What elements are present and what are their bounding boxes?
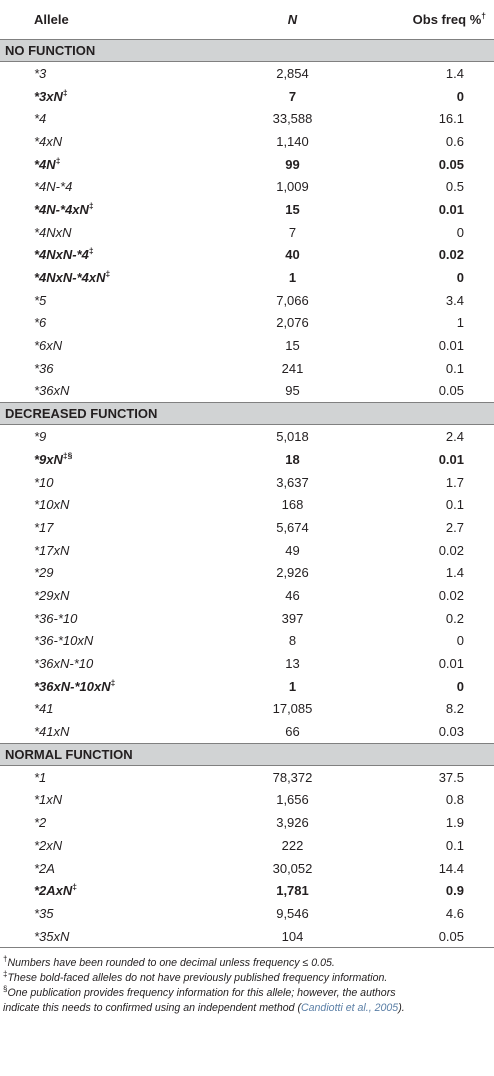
allele-cell [0, 312, 195, 335]
count-cell: 241 [281, 360, 304, 376]
count-cell: 5,018 [276, 429, 309, 445]
table-row [0, 493, 494, 516]
allele-cell [0, 630, 195, 653]
allele-cell [0, 62, 195, 85]
count-cell: 17,085 [272, 701, 313, 717]
table-row [0, 789, 494, 812]
frequency-cell: 1.7 [445, 474, 464, 490]
footnote-symbol: § [3, 984, 8, 994]
allele-cell [0, 675, 195, 698]
footnote-mark: ‡ [55, 155, 61, 166]
footnote-mark: ‡ [62, 87, 68, 98]
table-row [0, 698, 494, 721]
allele-name: *36-*10 [34, 610, 78, 626]
frequency-cell: 4.6 [445, 905, 464, 921]
section-title: DECREASED FUNCTION [0, 403, 494, 425]
count-cell: 222 [281, 837, 304, 853]
footnote-text: indicate this needs to confirmed using an independent method ( [3, 1002, 301, 1015]
footnote-mark: ‡ [88, 200, 94, 211]
frequency-cell: 0.01 [438, 201, 464, 217]
allele-name: *4NxN [34, 224, 72, 240]
frequency-cell: 0.02 [438, 247, 464, 263]
frequency-cell: 16.1 [438, 111, 464, 127]
allele-name: *29 [34, 565, 54, 581]
count-cell: 2,076 [276, 315, 309, 331]
allele-name: *36xN-*10xN [34, 678, 111, 694]
allele-cell [0, 153, 195, 176]
allele-name: *2xN [34, 837, 63, 853]
table-row [0, 879, 494, 902]
table-row [0, 607, 494, 630]
allele-name: *3 [34, 65, 47, 81]
footnote-mark: ‡ [110, 677, 116, 688]
frequency-cell: 2.4 [445, 429, 464, 445]
count-cell: 9,546 [276, 905, 309, 921]
count-cell: 30,052 [272, 860, 313, 876]
count-cell: 49 [285, 542, 300, 558]
allele-cell [0, 334, 195, 357]
allele-name: *9 [34, 429, 47, 445]
table-header [0, 0, 494, 40]
allele-cell [0, 175, 195, 198]
allele-name: *6 [34, 315, 47, 331]
footnote-text: Numbers have been rounded to one decimal unless frequency ≤ 0.05. [7, 957, 335, 970]
allele-name: *17 [34, 519, 54, 535]
allele-cell [0, 584, 195, 607]
allele-name: *36-*10xN [34, 633, 94, 649]
footnote-symbol: ‡ [3, 969, 8, 979]
section-title: NORMAL FUNCTION [0, 743, 494, 765]
table-row [0, 266, 494, 289]
allele-name: *9xN [34, 451, 63, 467]
frequency-cell: 0.6 [445, 133, 464, 149]
frequency-cell: 0.5 [445, 179, 464, 195]
allele-name: *4N-*4 [34, 179, 73, 195]
allele-cell [0, 720, 195, 743]
frequency-cell: 0.02 [438, 587, 464, 603]
allele-cell [0, 698, 195, 721]
count-cell: 46 [285, 587, 300, 603]
allele-cell [0, 493, 195, 516]
table-row [0, 85, 494, 108]
citation-link[interactable]: Candiotti et al., 2005 [301, 1002, 399, 1015]
count-cell: 13 [285, 656, 300, 672]
section-header-row [0, 40, 494, 62]
frequency-cell: 0 [456, 678, 464, 694]
frequency-cell: 0 [456, 224, 464, 240]
allele-name: *1xN [34, 792, 63, 808]
footnote-mark: ‡§ [62, 450, 73, 461]
allele-name: *36xN [34, 383, 70, 399]
table-row [0, 539, 494, 562]
frequency-cell: 0 [456, 633, 464, 649]
frequency-cell: 2.7 [445, 519, 464, 535]
count-cell: 1 [288, 270, 297, 286]
footnote-text: One publication provides frequency information for this allele; however, the authors [7, 987, 396, 1000]
count-cell: 78,372 [272, 769, 313, 785]
count-cell: 397 [281, 610, 304, 626]
allele-name: *5 [34, 292, 47, 308]
allele-cell [0, 85, 195, 108]
table-row [0, 130, 494, 153]
footnote-mark: ‡ [88, 246, 94, 257]
allele-name: *4xN [34, 133, 63, 149]
dagger-mark: † [481, 10, 486, 21]
frequency-cell: 0.01 [438, 338, 464, 354]
footnote-double-dagger [3, 971, 494, 986]
allele-cell [0, 357, 195, 380]
count-cell: 99 [285, 156, 300, 172]
allele-cell [0, 857, 195, 880]
table-row [0, 516, 494, 539]
allele-name: *6xN [34, 338, 63, 354]
footnote-text: These bold-faced alleles do not have previously published frequency information. [7, 972, 388, 985]
frequency-cell: 0.05 [438, 156, 464, 172]
frequency-cell: 0 [456, 88, 464, 104]
count-cell: 15 [285, 338, 300, 354]
count-cell: 1,009 [276, 179, 309, 195]
count-cell: 15 [285, 201, 300, 217]
table-row [0, 62, 494, 85]
table-row [0, 471, 494, 494]
count-cell: 95 [285, 383, 300, 399]
table-row [0, 765, 494, 788]
count-cell: 1,656 [276, 792, 309, 808]
allele-cell [0, 198, 195, 221]
obs-freq-column-header [390, 0, 494, 40]
table-row [0, 380, 494, 403]
allele-cell [0, 789, 195, 812]
count-cell: 7 [288, 224, 297, 240]
allele-name: *4N-*4xN [34, 201, 89, 217]
footnote-section-sign-continued [3, 1001, 494, 1016]
allele-name: *4NxN-*4 [34, 247, 89, 263]
allele-cell [0, 448, 195, 471]
allele-name: *35xN [34, 928, 70, 944]
footnote-mark: ‡ [105, 268, 111, 279]
frequency-cell: 0 [456, 270, 464, 286]
table-row [0, 221, 494, 244]
n-column-header: N [195, 0, 390, 40]
frequency-cell: 0.1 [445, 497, 464, 513]
frequency-cell: 8.2 [445, 701, 464, 717]
allele-cell [0, 130, 195, 153]
allele-cell [0, 834, 195, 857]
allele-cell [0, 266, 195, 289]
frequency-cell: 0.2 [445, 610, 464, 626]
allele-name: *4N [34, 156, 56, 172]
allele-cell [0, 902, 195, 925]
allele-cell [0, 107, 195, 130]
frequency-cell: 0.03 [438, 724, 464, 740]
count-cell: 2,854 [276, 65, 309, 81]
frequency-cell: 1 [456, 315, 464, 331]
frequency-cell: 3.4 [445, 292, 464, 308]
allele-name: *41 [34, 701, 54, 717]
allele-name: *35 [34, 905, 54, 921]
frequency-cell: 0.01 [438, 656, 464, 672]
frequency-cell: 0.8 [445, 792, 464, 808]
count-cell: 1,781 [276, 883, 309, 899]
table-row [0, 425, 494, 448]
table-row [0, 198, 494, 221]
count-cell: 7 [288, 88, 297, 104]
footnote-symbol: † [3, 954, 8, 964]
section-header-row [0, 403, 494, 425]
allele-cell [0, 221, 195, 244]
count-cell: 1 [288, 678, 297, 694]
allele-cell [0, 471, 195, 494]
table-row [0, 448, 494, 471]
section-header-row [0, 743, 494, 765]
count-cell: 168 [281, 497, 304, 513]
allele-cell [0, 425, 195, 448]
frequency-cell: 1.9 [445, 815, 464, 831]
footnote-text: ). [398, 1002, 405, 1015]
table-row [0, 312, 494, 335]
frequency-cell: 37.5 [438, 769, 464, 785]
frequency-cell: 14.4 [438, 860, 464, 876]
table-row [0, 289, 494, 312]
count-cell: 1,140 [276, 133, 309, 149]
table-row [0, 107, 494, 130]
table-row [0, 334, 494, 357]
table-row [0, 675, 494, 698]
frequency-cell: 0.05 [438, 928, 464, 944]
allele-name: *1 [34, 769, 47, 785]
count-cell: 33,588 [272, 111, 313, 127]
count-cell: 2,926 [276, 565, 309, 581]
allele-name: *36xN-*10 [34, 656, 94, 672]
frequency-cell: 0.05 [438, 383, 464, 399]
frequency-cell: 0.02 [438, 542, 464, 558]
allele-name: *17xN [34, 542, 70, 558]
allele-name: *41xN [34, 724, 70, 740]
allele-column-header: Allele [0, 0, 195, 40]
allele-name: *2 [34, 815, 47, 831]
count-cell: 104 [281, 928, 304, 944]
table-row [0, 811, 494, 834]
table-row [0, 857, 494, 880]
allele-name: *29xN [34, 587, 70, 603]
allele-name: *2AxN [34, 883, 73, 899]
table-row [0, 244, 494, 267]
table-row [0, 561, 494, 584]
count-cell: 3,637 [276, 474, 309, 490]
allele-cell [0, 561, 195, 584]
allele-cell [0, 879, 195, 902]
frequency-cell: 1.4 [445, 565, 464, 581]
allele-cell [0, 765, 195, 788]
table-footnotes [0, 947, 494, 1016]
allele-name: *4 [34, 111, 47, 127]
frequency-cell: 0.1 [445, 360, 464, 376]
allele-name: *2A [34, 860, 55, 876]
frequency-cell: 0.9 [445, 883, 464, 899]
allele-cell [0, 516, 195, 539]
frequency-cell: 1.4 [445, 65, 464, 81]
footnote-mark: ‡ [72, 881, 78, 892]
frequency-cell: 0.1 [445, 837, 464, 853]
allele-cell [0, 811, 195, 834]
count-cell: 7,066 [276, 292, 309, 308]
allele-cell [0, 607, 195, 630]
allele-cell [0, 244, 195, 267]
table-body [0, 40, 494, 948]
count-cell: 8 [288, 633, 297, 649]
table-row [0, 357, 494, 380]
frequency-cell: 0.01 [438, 451, 464, 467]
table-row [0, 153, 494, 176]
allele-name: *4NxN-*4xN [34, 270, 106, 286]
allele-name: *10 [34, 474, 54, 490]
footnote-dagger [3, 956, 494, 971]
table-row [0, 902, 494, 925]
allele-name: *10xN [34, 497, 70, 513]
count-cell: 40 [285, 247, 300, 263]
allele-cell [0, 380, 195, 403]
table-row [0, 720, 494, 743]
table-row [0, 834, 494, 857]
allele-name: *36 [34, 360, 54, 376]
table-row [0, 652, 494, 675]
allele-name: *3xN [34, 88, 63, 104]
table-row [0, 175, 494, 198]
allele-cell [0, 289, 195, 312]
allele-cell [0, 539, 195, 562]
allele-cell [0, 925, 195, 948]
obs-freq-header-label: Obs freq % [412, 12, 482, 27]
allele-cell [0, 652, 195, 675]
footnote-section-sign [3, 986, 494, 1001]
table-row [0, 925, 494, 948]
count-cell: 66 [285, 724, 300, 740]
section-title: NO FUNCTION [0, 40, 494, 62]
table-row [0, 630, 494, 653]
count-cell: 3,926 [276, 815, 309, 831]
count-cell: 5,674 [276, 519, 309, 535]
table-row [0, 584, 494, 607]
count-cell: 18 [285, 451, 300, 467]
